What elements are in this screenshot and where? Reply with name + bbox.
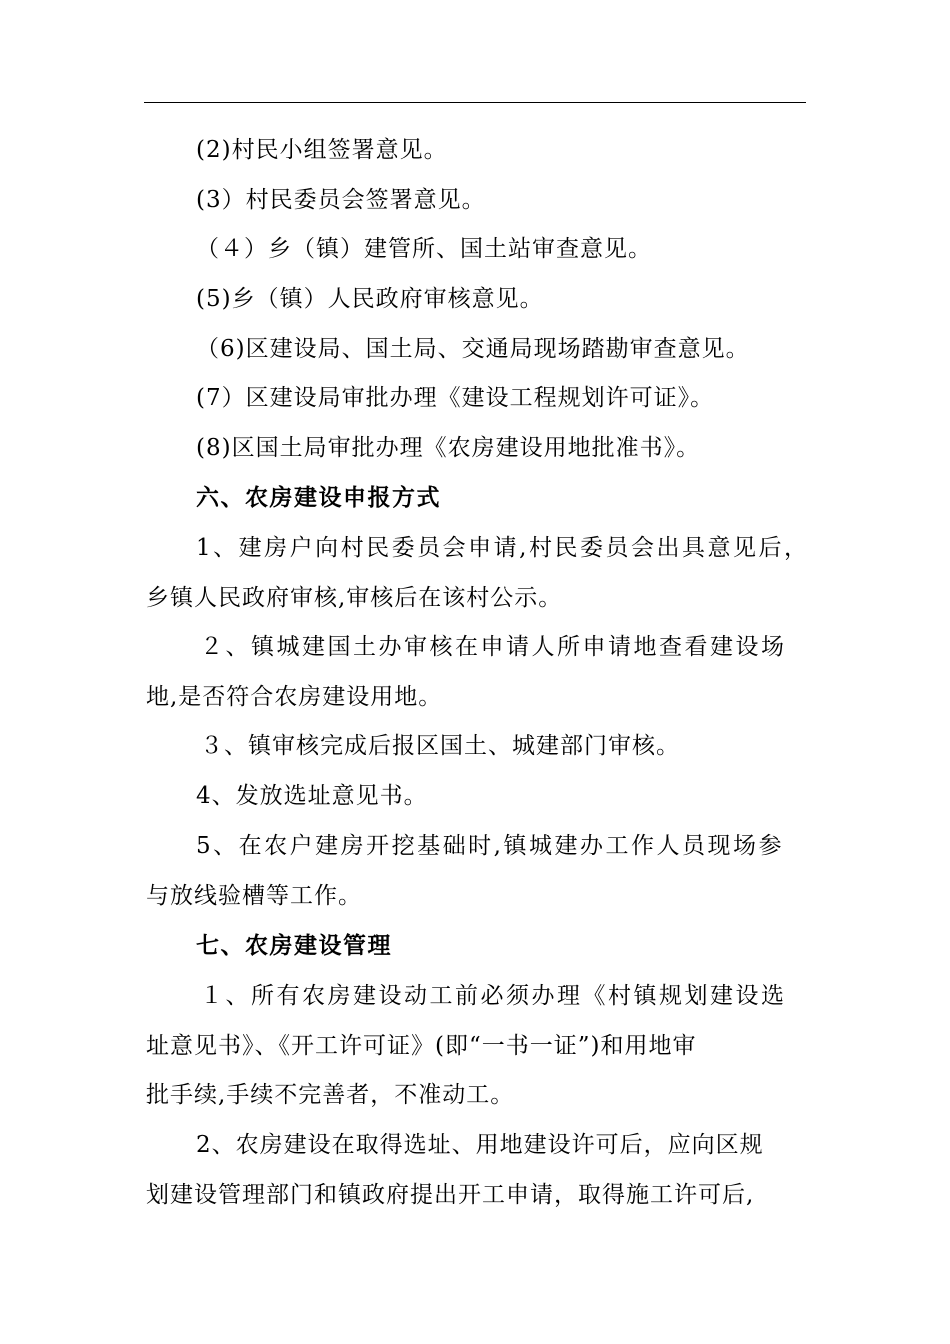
list-item: （6)区建设局、国土局、交通局现场踏勘审查意见。 [196,336,750,362]
section-heading: 七、农房建设管理 [196,932,392,959]
paragraph-line: 4、发放选址意见书。 [196,783,428,809]
paragraph-line: 与放线验槽等工作。 [146,883,362,909]
paragraph-line: 址意见书》、《开工许可证》(即“一书一证”)和用地审 [146,1033,697,1059]
paragraph-line: 1、建房户向村民委员会申请,村民委员会出具意见后， [196,535,810,561]
paragraph-line: 地,是否符合农房建设用地。 [146,684,443,710]
list-item: (8)区国土局审批办理《农房建设用地批准书》。 [196,435,701,461]
paragraph-line: 划建设管理部门和镇政府提出开工申请，取得施工许可后, [146,1182,755,1208]
header-rule [144,102,806,103]
paragraph-line: １、所有农房建设动工前必须办理《村镇规划建设选 [200,983,787,1009]
list-item: (7）区建设局审批办理《建设工程规划许可证》。 [196,385,715,411]
section-heading: 六、农房建设申报方式 [196,484,441,511]
paragraph-line: ２、镇城建国土办审核在申请人所申请地查看建设场 [200,634,787,660]
list-item: (2)村民小组签署意见。 [196,137,448,163]
list-item: (5)乡（镇）人民政府审核意见。 [196,286,544,312]
paragraph-line: 乡镇人民政府审核,审核后在该村公示。 [146,585,563,611]
paragraph-line: 2、农房建设在取得选址、用地建设许可后，应向区规 [196,1132,764,1158]
paragraph-line: ３、镇审核完成后报区国土、城建部门审核。 [200,733,680,759]
paragraph-line: 5、在农户建房开挖基础时,镇城建办工作人员现场参 [196,833,784,859]
list-item: (3）村民委员会签署意见。 [196,187,486,213]
list-item: （４）乡（镇）建管所、国土站审查意见。 [196,236,652,262]
paragraph-line: 批手续,手续不完善者，不准动工。 [146,1082,515,1108]
